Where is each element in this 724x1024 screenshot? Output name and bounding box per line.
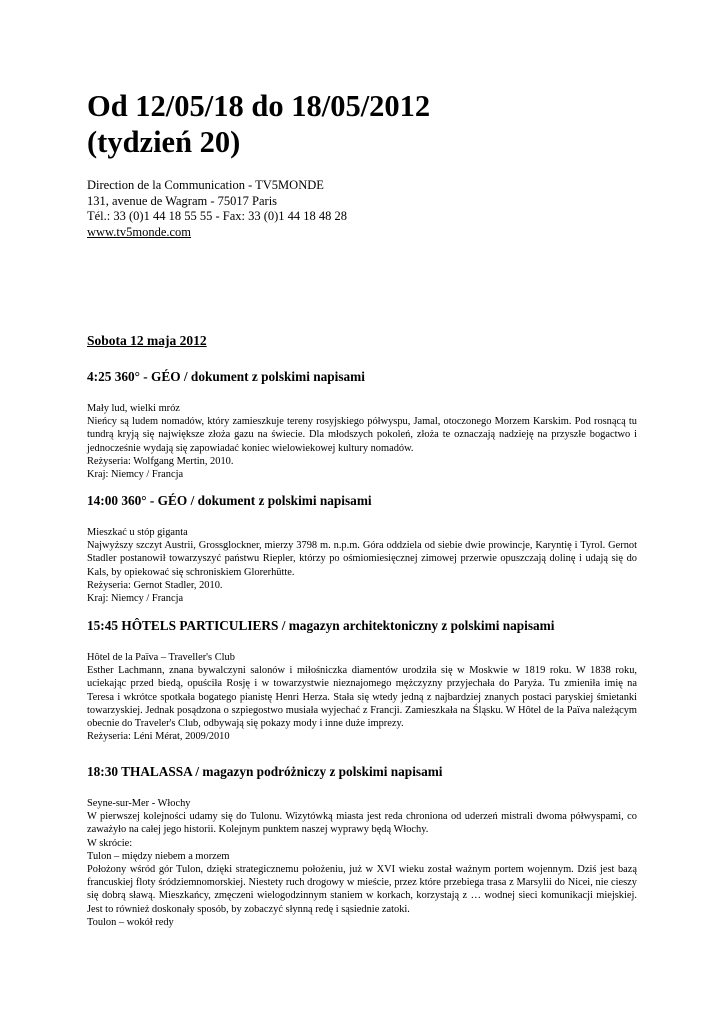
- program-description: Esther Lachmann, znana bywalczyni salonów i miłośniczka diamentów urodziła się w Moskwie w 1819 roku. W 1838 roku, uciekając przed biedą, opuściła Rosję i w towarzystwie nieznajomego mężczyzny przyjechała do Paryża. Tu zmieniła imię na Teresa i wkrótce spotkała bogatego pianistę Henri Herza. Stała się wtedy jedną z najbardziej znanych postaci paryskiej śmietanki towarzyskiej. Jednak posądzona o szpiegostwo musiała wyjechać z Francji. Zamieszkała na Śląsku. W Hôtel de la Païva należącym obecnie do Traveler's Club, odbywają się pokazy mody i inne duże imprezy.: [87, 665, 637, 730]
- segment-text: Położony wśród gór Tulon, dzięki strategicznemu położeniu, już w XVI wieku został ważnym portem wojennym. Dziś jest bazą francuskiej floty śródziemnomorskiej. Niestety ruch drogowy w mieście, przez które przebiega trasa z Marsylii do Nicei, nie cieszy się dobrą sławą. Mieszkańcy, zmęczeni wielogodzinnym staniem w korkach, korzystają z … wodnej sieci komunikacji miejskiej. Jest to również doskonały sposób, by zobaczyć słynną redę i sąsiednie zatoki.: [87, 864, 637, 915]
- title-dates: Od 12/05/18 do 18/05/2012: [87, 89, 431, 123]
- program-country: Kraj: Niemcy / Francja: [87, 469, 184, 481]
- program-description: Nieńcy są ludem nomadów, który zamieszkuje tereny rosyjskiego półwyspu, Jamal, otoczonego Morzem Karskim. Pod rosnącą tu tundrą kryją się największe złoża gazu na świecie. Dla młodszych pokoleń, złoża te oznaczają nadzieję na przyszłe bogactwo i jednocześnie wydają się zapowiadać koniec wielowiekowej kultury nomadów.: [87, 416, 637, 454]
- program-direction: Reżyseria: Gernot Stadler, 2010.: [87, 579, 223, 591]
- program-description: W pierwszej kolejności udamy się do Tulonu. Wizytówką miasta jest reda chroniona od uderzeń mistrali dwoma półwyspami, co zaważyło na całej jego historii. Kolejnym punktem naszej wyprawy będą Włochy.: [87, 811, 637, 836]
- program-direction: Reżyseria: Léni Mérat, 2009/2010: [87, 731, 230, 743]
- program-heading: 4:25 360° - GÉO / dokument z polskimi napisami: [87, 369, 365, 384]
- program-country: Kraj: Niemcy / Francja: [87, 593, 184, 605]
- contact-org: Direction de la Communication - TV5MONDE: [87, 178, 324, 192]
- program-subtitle: Hôtel de la Païva – Traveller's Club: [87, 652, 235, 663]
- program-heading: 15:45 HÔTELS PARTICULIERS / magazyn architektoniczny z polskimi napisami: [87, 618, 555, 633]
- program-entry: [87, 764, 637, 929]
- program-note: W skrócie:: [87, 837, 133, 849]
- program-heading: 14:00 360° - GÉO / dokument z polskimi napisami: [87, 493, 372, 508]
- segment-title: Toulon – wokół redy: [87, 916, 174, 928]
- title-week: (tydzień 20): [87, 125, 241, 159]
- program-heading: 18:30 THALASSA / magazyn podróżniczy z polskimi napisami: [87, 764, 443, 779]
- segment-title: Tulon – między niebem a morzem: [87, 850, 230, 862]
- page-title: [87, 88, 647, 160]
- program-entry: [87, 618, 637, 743]
- contact-block: [87, 178, 347, 240]
- contact-address: 131, avenue de Wagram - 75017 Paris: [87, 193, 278, 208]
- program-subtitle: Mieszkać u stóp giganta: [87, 527, 188, 538]
- program-subtitle: Seyne-sur-Mer - Włochy: [87, 798, 191, 809]
- program-subtitle: Mały lud, wielki mróz: [87, 403, 180, 414]
- program-description: Najwyższy szczyt Austrii, Grossglockner, mierzy 3798 m. n.p.m. Góra oddziela od siebie dwie prowincje, Karyntię i Tyrol. Gernot Stadler postanowił towarzyszyć państwu Riepler, którzy po ośmiomiesięcznej zimowej przerwie opuszczają dolinę i udają się do Kals, by opiekować się schroniskiem Glorerhütte.: [87, 540, 637, 578]
- contact-phone: Tél.: 33 (0)1 44 18 55 55 - Fax: 33 (0)1 44 18 48 28: [87, 209, 348, 223]
- website-link[interactable]: www.tv5monde.com: [87, 224, 192, 239]
- program-entry: [87, 369, 637, 481]
- program-direction: Reżyseria: Wolfgang Mertin, 2010.: [87, 455, 234, 467]
- day-heading: Sobota 12 maja 2012: [87, 333, 207, 348]
- program-entry: [87, 493, 637, 605]
